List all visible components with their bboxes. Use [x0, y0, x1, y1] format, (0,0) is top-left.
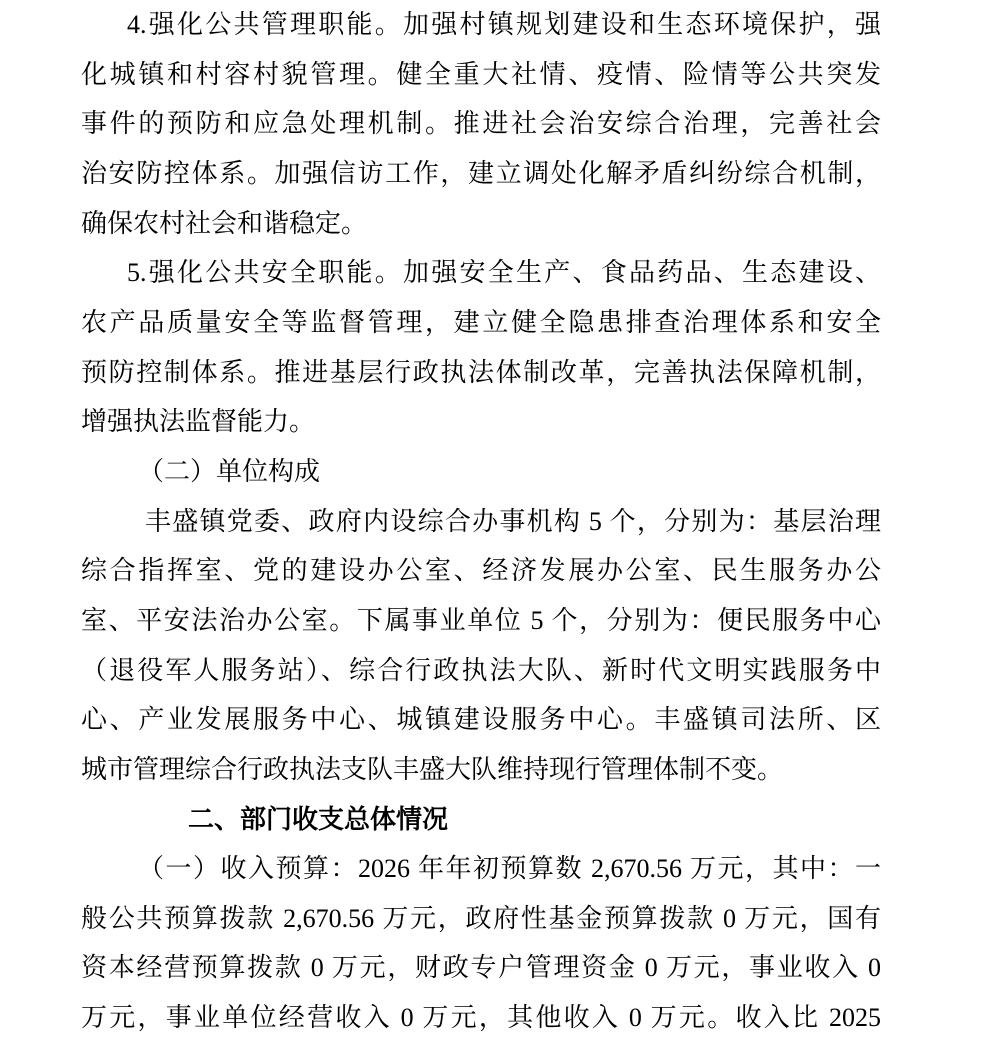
paragraph-line: 化城镇和村容村貌管理。健全重大社情、疫情、险情等公共突发 [81, 59, 881, 89]
paragraph-unit-composition [81, 497, 881, 795]
paragraph-line: 综合指挥室、党的建设办公室、经济发展办公室、民生服务办公 [81, 556, 881, 586]
paragraph-line: 5.强化公共安全职能。加强安全生产、食品药品、生态建设、 [127, 258, 881, 288]
paragraph-line: 城市管理综合行政执法支队丰盛大队维持现行管理体制不变。 [81, 754, 784, 784]
paragraph-line: 心、产业发展服务中心、城镇建设服务中心。丰盛镇司法所、区 [81, 705, 881, 735]
paragraph-line: 4.强化公共管理职能。加强村镇规划建设和生态环境保护，强 [127, 10, 881, 39]
section-heading-unit-composition: （二）单位构成 [138, 456, 321, 486]
paragraph-line: （退役军人服务站）、综合行政执法大队、新时代文明实践服务中 [81, 655, 881, 685]
paragraph-line: 般公共预算拨款 2,670.56 万元，政府性基金预算拨款 0 万元，国有 [81, 903, 881, 933]
paragraph-line: 预防控制体系。推进基层行政执法体制改革，完善执法保障机制， [81, 357, 881, 387]
text-block [81, 0, 881, 1043]
paragraph-income-budget [81, 844, 881, 1043]
paragraph-line: 万元，事业单位经营收入 0 万元，其他收入 0 万元。收入比 2025 [81, 1003, 881, 1033]
paragraph-line: 治安防控体系。加强信访工作，建立调处化解矛盾纠纷综合机制， [81, 158, 881, 188]
paragraph-line: 农产品质量安全等监督管理，建立健全隐患排查治理体系和安全 [81, 307, 881, 337]
paragraph-strengthen-public-management [81, 0, 881, 248]
paragraph-line: 增强执法监督能力。 [81, 407, 316, 437]
paragraph-strengthen-public-safety [81, 248, 881, 447]
section-heading-budget-overview: 二、部门收支总体情况 [188, 803, 449, 834]
paragraph-line: 丰盛镇党委、政府内设综合办事机构 5 个，分别为：基层治理 [145, 506, 881, 536]
paragraph-line: （一）收入预算：2026 年年初预算数 2,670.56 万元，其中：一 [138, 854, 881, 884]
paragraph-line: 室、平安法治办公室。下属事业单位 5 个，分别为：便民服务中心 [81, 605, 881, 635]
paragraph-line: 确保农村社会和谐稳定。 [81, 208, 368, 238]
paragraph-line: 事件的预防和应急处理机制。推进社会治安综合治理，完善社会 [81, 109, 881, 139]
paragraph-line: 资本经营预算拨款 0 万元，财政专户管理资金 0 万元，事业收入 0 [81, 953, 881, 983]
